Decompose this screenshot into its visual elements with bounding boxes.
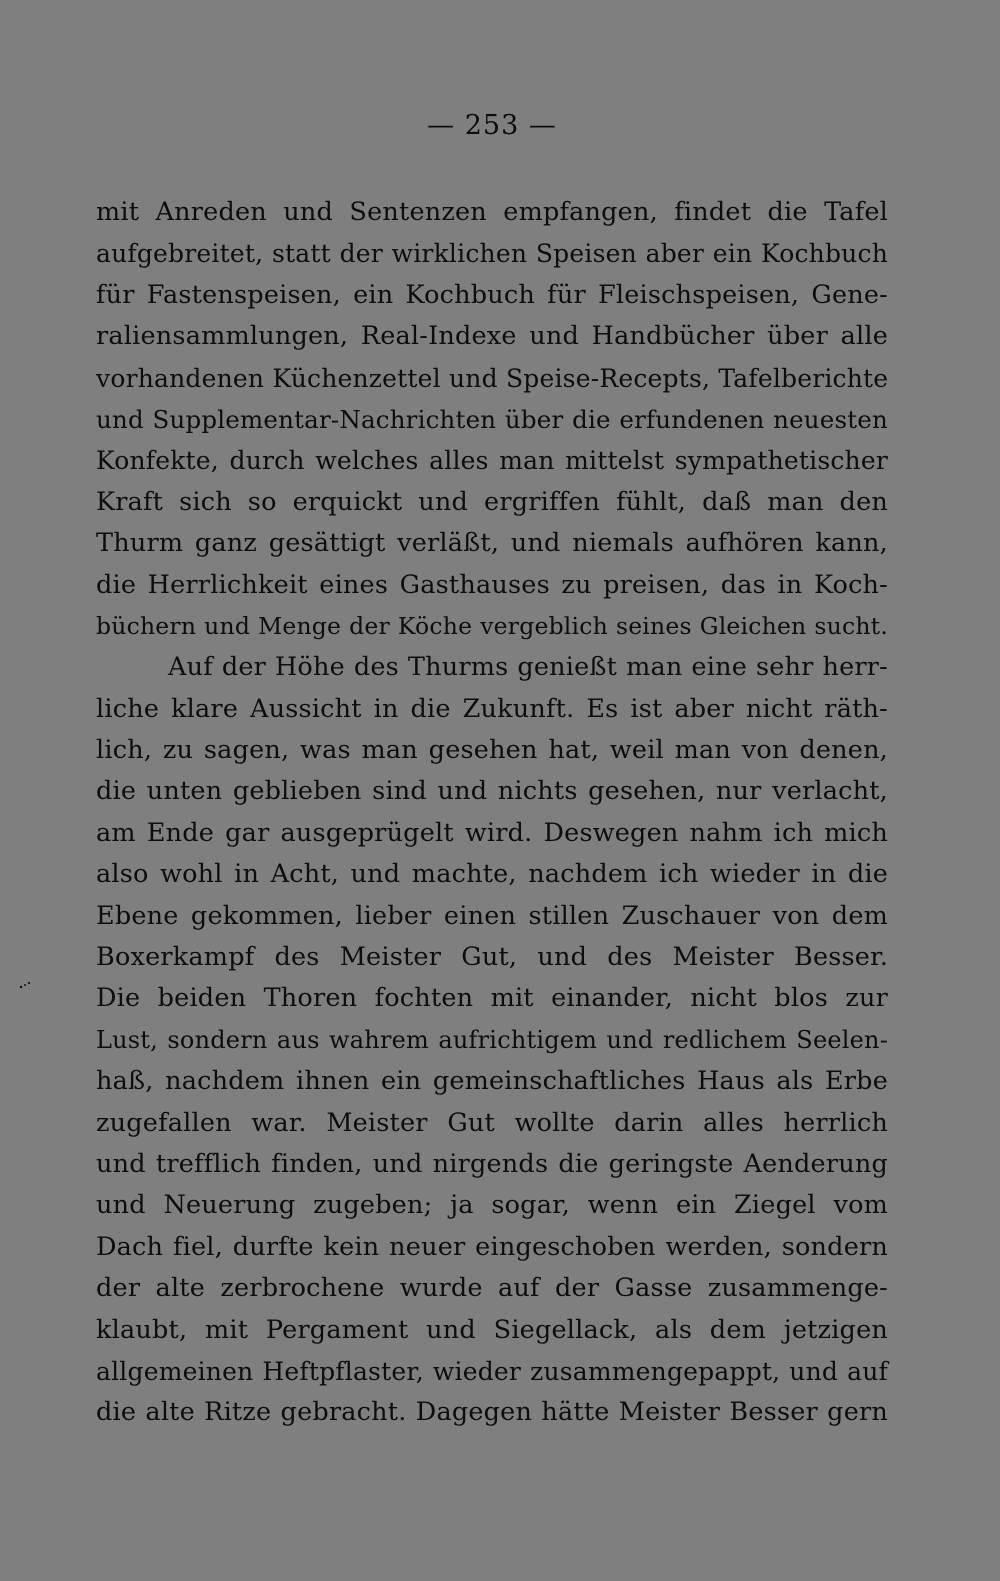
text-line: die unten geblieben sind und nichts gesehen, nur verlacht, [96,776,888,807]
text-line: Thurm ganz gesättigt verläßt, und niemals aufhören kann, [96,528,888,559]
text-line: für Fastenspeisen, ein Kochbuch für Fleischspeisen, Gene- [96,279,888,310]
text-line: aufgebreitet, statt der wirklichen Speisen aber ein Kochbuch [96,239,888,269]
text-line: lich, zu sagen, was man gesehen hat, weil man von denen, [96,735,888,766]
text-line: am Ende gar ausgeprügelt wird. Deswegen nahm ich mich [96,817,888,848]
text-line: und trefflich finden, und nirgends die geringste Aenderung [96,1148,888,1179]
text-line: büchern und Menge der Köche vergeblich seines Gleichen sucht. [96,611,888,640]
text-line: also wohl in Acht, und machte, nachdem ich wieder in die [96,859,888,890]
page-number: — 253 — [427,110,557,141]
body-text [96,192,888,1434]
text-line: raliensammlungen, Real-Indexe und Handbücher über alle [96,321,888,352]
text-line: Konfekte, durch welches alles man mittelst sympathetischer [96,446,888,476]
text-line: die Herrlichkeit eines Gasthauses zu preisen, das in Koch- [96,569,888,600]
text-line: liche klare Aussicht in die Zukunft. Es ist aber nicht räth- [96,693,888,724]
text-line: Die beiden Thoren fochten mit einander, nicht blos zur [96,983,888,1014]
text-line: zugefallen war. Meister Gut wollte darin alles herrlich [96,1107,888,1138]
text-line: Kraft sich so erquickt und ergriffen fühlt, daß man den [96,486,888,517]
text-line: Dach fiel, durfte kein neuer eingeschoben werden, sondern [96,1231,888,1262]
text-line: die alte Ritze gebracht. Dagegen hätte Meister Besser gern [96,1397,888,1428]
text-line: und Neuerung zugeben; ja sogar, wenn ein Ziegel vom [96,1190,888,1221]
text-line: vorhandenen Küchenzettel und Speise-Recepts, Tafelberichte [96,363,889,393]
text-line: haß, nachdem ihnen ein gemeinschaftliches Haus als Erbe [96,1066,888,1097]
text-line: mit Anreden und Sentenzen empfangen, findet die Tafel [96,197,888,227]
text-line: Ebene gekommen, lieber einen stillen Zuschauer von dem [96,900,888,931]
text-line: der alte zerbrochene wurde auf der Gasse zusammenge- [96,1273,888,1304]
book-page [96,100,888,1434]
ink-speck [18,980,32,990]
text-line: klaubt, mit Pergament und Siegellack, als dem jetzigen [96,1314,888,1345]
text-line: allgemeinen Heftpflaster, wieder zusammengepappt, und auf [96,1356,888,1386]
text-line: und Supplementar-Nachrichten über die erfundenen neuesten [96,404,888,434]
text-line: Boxerkampf des Meister Gut, und des Meister Besser. [96,942,888,973]
text-line: Lust, sondern aus wahrem aufrichtigem und redlichem Seelen- [96,1025,888,1054]
text-line: Auf der Höhe des Thurms genießt man eine sehr herr- [168,652,888,683]
